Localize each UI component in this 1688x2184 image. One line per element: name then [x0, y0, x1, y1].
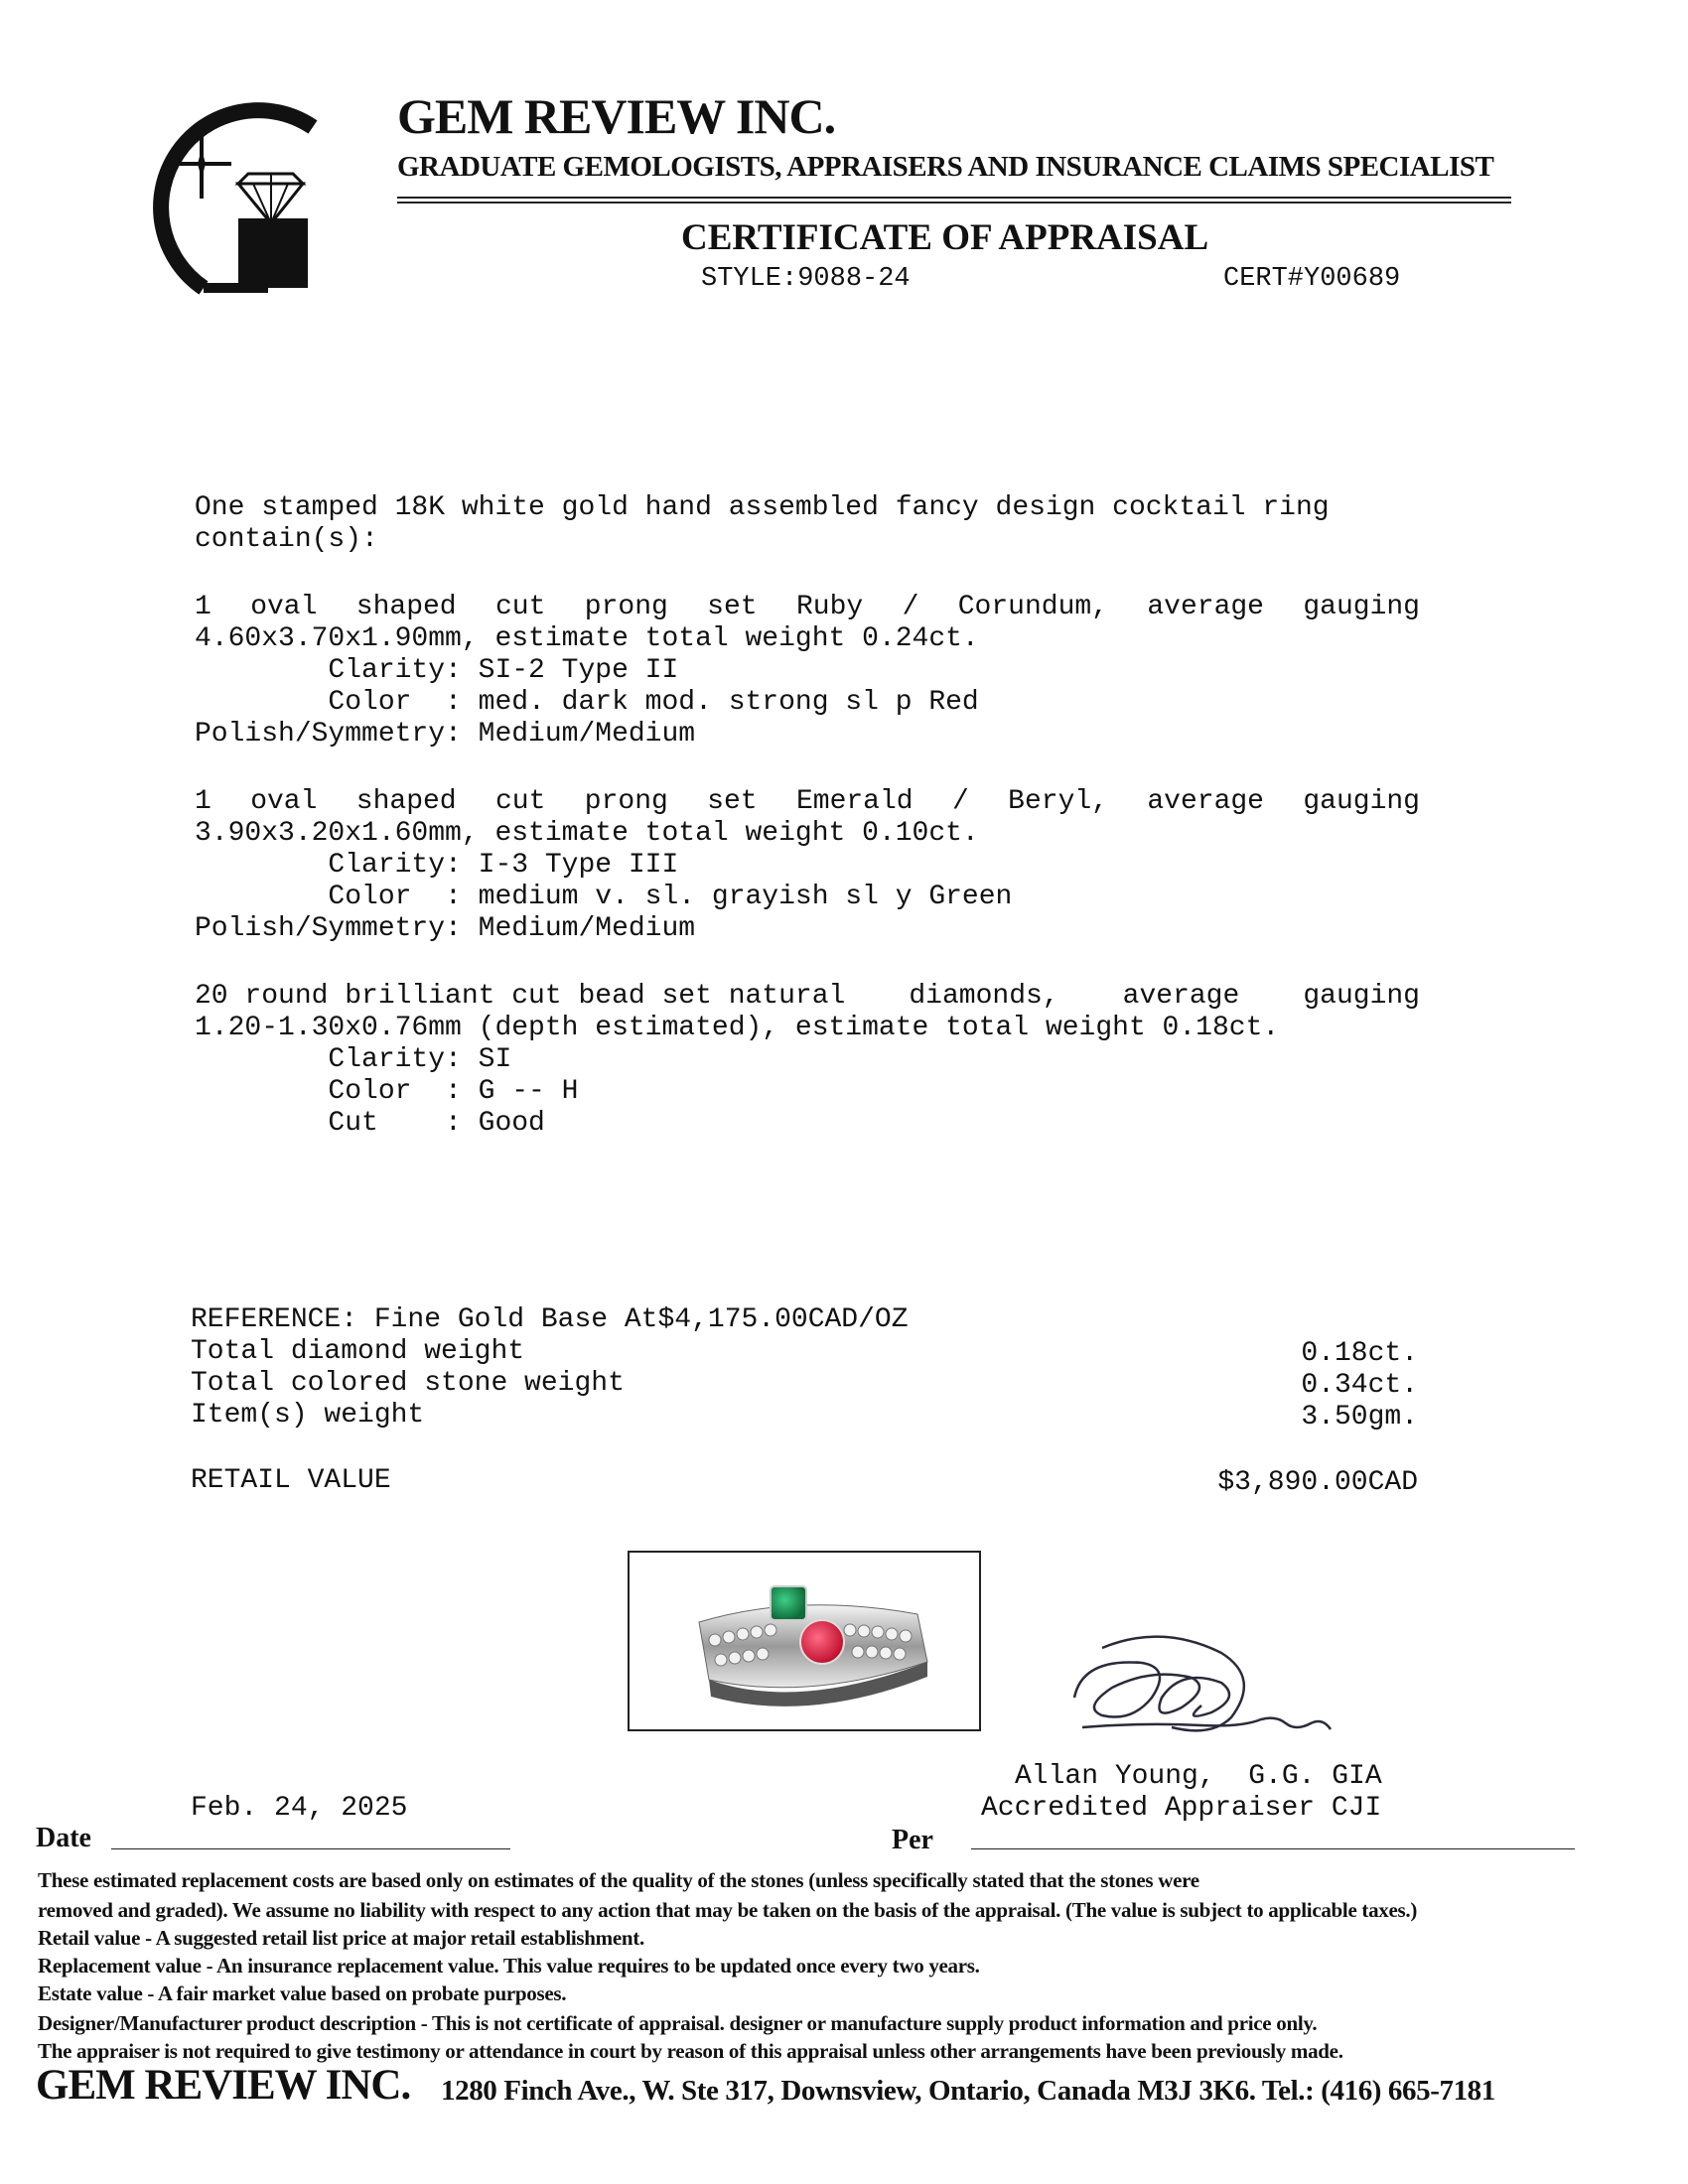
- disclaimer-line: These estimated replacement costs are based only on estimates of the quality of the stones (unless specifically stated that the stones were: [38, 1868, 1199, 1892]
- word: shaped: [355, 786, 457, 817]
- emerald-clarity: Clarity: I-3 Type III: [195, 850, 679, 881]
- word: 1: [195, 592, 211, 622]
- ring-photo: [628, 1551, 981, 1731]
- appraiser-name: Allan Young, G.G. GIA: [1015, 1761, 1382, 1792]
- word: average: [1147, 786, 1264, 817]
- diamonds-clarity: Clarity: SI: [195, 1044, 512, 1075]
- word: set: [707, 592, 758, 622]
- total-colored-stone-weight-label: Total colored stone weight: [191, 1368, 625, 1399]
- word: average: [1122, 981, 1240, 1012]
- item-weight-value: 3.50gm.: [1301, 1402, 1418, 1433]
- word: Beryl,: [1008, 786, 1108, 817]
- gold-reference: REFERENCE: Fine Gold Base At$4,175.00CAD/OZ: [191, 1304, 909, 1335]
- item-weight-label: Item(s) weight: [191, 1400, 425, 1431]
- word: cut: [494, 592, 546, 622]
- word: Emerald: [795, 786, 914, 817]
- diamonds-color: Color : G -- H: [195, 1076, 579, 1107]
- word: gauging: [1303, 592, 1420, 622]
- emerald-polish-symmetry: Polish/Symmetry: Medium/Medium: [195, 913, 696, 944]
- word: oval: [250, 786, 318, 817]
- emerald-stone-header: [195, 786, 1420, 818]
- emerald-dimensions: 3.90x3.20x1.60mm, estimate total weight 0.10ct.: [195, 818, 979, 849]
- total-diamond-weight-value: 0.18ct.: [1301, 1338, 1418, 1369]
- ruby-clarity: Clarity: SI-2 Type II: [195, 655, 679, 686]
- disclaimer-line: Estate value - A fair market value based on probate purposes.: [38, 1981, 567, 2005]
- disclaimer-line: Retail value - A suggested retail list price at major retail establishment.: [38, 1926, 644, 1950]
- date-label: Date: [36, 1823, 91, 1853]
- word: /: [902, 592, 919, 622]
- retail-value-label: RETAIL VALUE: [191, 1465, 391, 1496]
- word: shaped: [355, 592, 457, 622]
- word: /: [951, 786, 969, 817]
- footer-address: 1280 Finch Ave., W. Ste 317, Downsview, Ontario, Canada M3J 3K6. Tel.: (416) 665-7181: [441, 2075, 1495, 2107]
- diamonds-cut: Cut : Good: [195, 1108, 545, 1139]
- word: cut: [494, 786, 546, 817]
- ruby-stone-header: [195, 592, 1420, 623]
- total-diamond-weight-label: Total diamond weight: [191, 1336, 525, 1367]
- ruby-polish-symmetry: Polish/Symmetry: Medium/Medium: [195, 719, 696, 750]
- word: prong: [584, 592, 668, 622]
- word: 1: [195, 786, 211, 817]
- word: gauging: [1303, 981, 1420, 1012]
- word: average: [1147, 592, 1264, 622]
- appraisal-date: Feb. 24, 2025: [191, 1793, 408, 1824]
- ruby-color: Color : med. dark mod. strong sl p Red: [195, 687, 979, 718]
- item-description-line-2: contain(s):: [195, 524, 378, 555]
- word: oval: [250, 592, 318, 622]
- company-name: GEM REVIEW INC.: [397, 88, 836, 144]
- word: gauging: [1303, 786, 1420, 817]
- diamonds-header: [195, 981, 1420, 1013]
- word: Corundum,: [957, 592, 1108, 622]
- disclaimer-line: Designer/Manufacturer product description - This is not certificate of appraisal. designer or manufacture supply product information and price only.: [38, 2011, 1318, 2035]
- disclaimer-line: removed and graded). We assume no liability with respect to any action that may be taken on the basis of the appraisal. (The value is subject to applicable taxes.): [38, 1898, 1418, 1922]
- appraiser-title: Accredited Appraiser CJI: [981, 1793, 1382, 1824]
- style-number: STYLE:9088-24: [701, 264, 911, 294]
- diamonds-dimensions: 1.20-1.30x0.76mm (depth estimated), estimate total weight 0.18ct.: [195, 1013, 1280, 1043]
- word: prong: [584, 786, 668, 817]
- per-label: Per: [892, 1825, 933, 1855]
- certificate-title: CERTIFICATE OF APPRAISAL: [681, 217, 1209, 258]
- certificate-number: CERT#Y00689: [1223, 264, 1401, 294]
- total-colored-stone-weight-value: 0.34ct.: [1301, 1370, 1418, 1401]
- word: set: [707, 786, 758, 817]
- ruby-dimensions: 4.60x3.70x1.90mm, estimate total weight 0.24ct.: [195, 623, 979, 654]
- disclaimer-line: Replacement value - An insurance replacement value. This value requires to be updated once every two years.: [38, 1954, 980, 1978]
- word: 20 round brilliant cut bead set natural: [195, 981, 846, 1012]
- word: Ruby: [795, 592, 864, 622]
- item-description-line-1: One stamped 18K white gold hand assembled fancy design cocktail ring: [195, 492, 1330, 523]
- footer-company-name: GEM REVIEW INC.: [36, 2062, 411, 2109]
- disclaimer-line: The appraiser is not required to give testimony or attendance in court by reason of this appraisal unless other arrangements have been previously made.: [38, 2039, 1343, 2063]
- appraiser-signature: [1062, 1628, 1390, 1757]
- company-logo: [144, 99, 343, 298]
- retail-value-amount: $3,890.00CAD: [1217, 1467, 1418, 1498]
- company-tagline: GRADUATE GEMOLOGISTS, APPRAISERS AND INSURANCE CLAIMS SPECIALIST: [397, 151, 1494, 183]
- per-line: [971, 1848, 1575, 1849]
- date-line: [111, 1848, 510, 1849]
- emerald-color: Color : medium v. sl. grayish sl y Green: [195, 882, 1013, 912]
- word: diamonds,: [909, 981, 1059, 1012]
- header-divider: [397, 197, 1511, 206]
